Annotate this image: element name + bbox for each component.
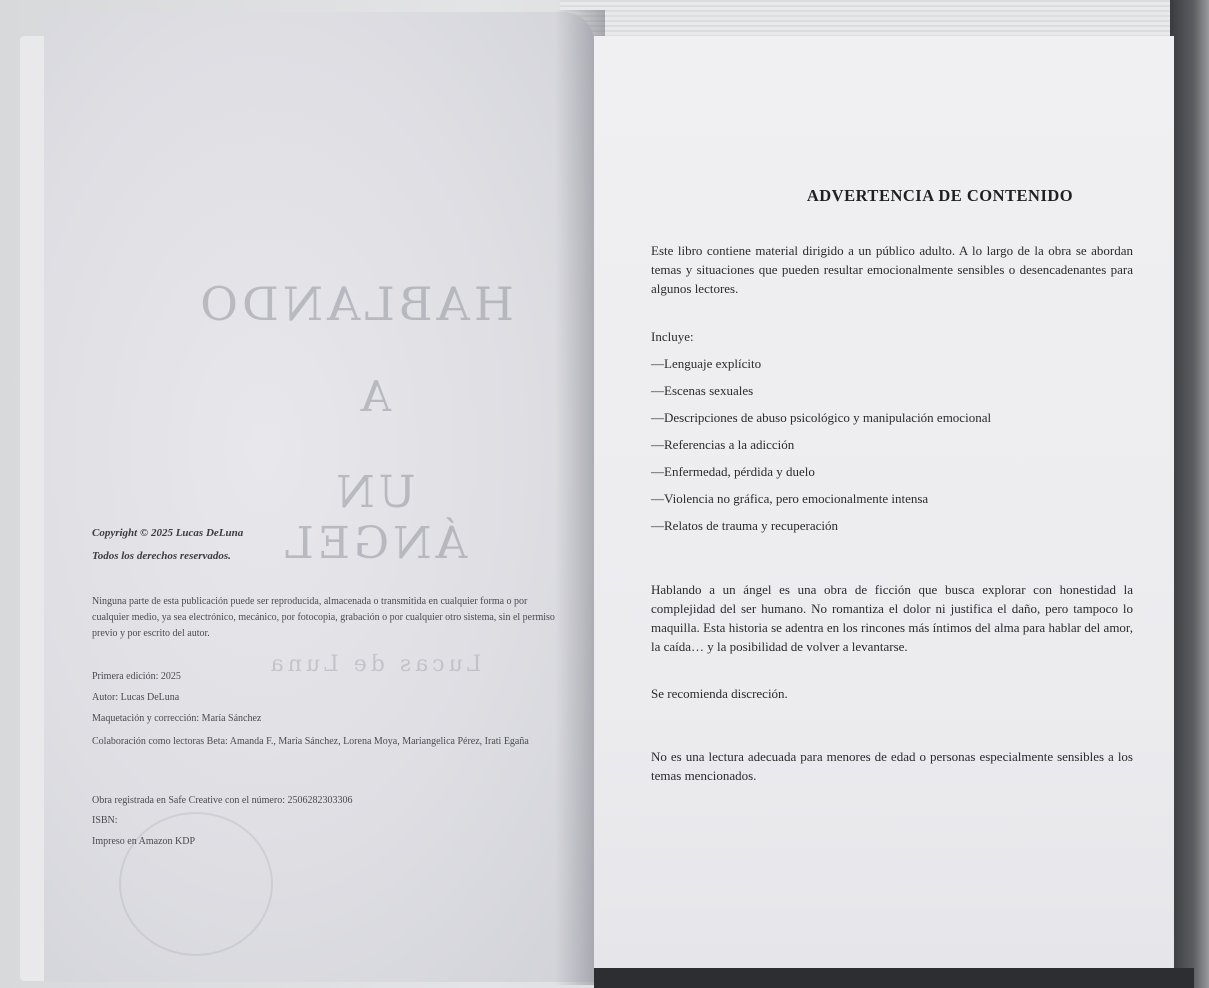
cover-showthrough-title-1: HABLANDO <box>196 277 514 331</box>
seal-showthrough <box>119 812 273 956</box>
registration-line: Obra registrada en Safe Creative con el número: 2506282303306 <box>92 795 353 806</box>
author-line: Autor: Lucas DeLuna <box>92 692 180 703</box>
layout-credit-line: Maquetación y corrección: María Sánchez <box>92 713 262 724</box>
edition-line: Primera edición: 2025 <box>92 671 181 682</box>
list-item: —Lenguaje explícito <box>651 356 762 371</box>
minors-paragraph: No es una lectura adecuada para menores de edad o personas especialmente sensibles a los temas mencionados. <box>651 749 1133 783</box>
includes-label: Incluye: <box>651 329 694 344</box>
rights-line: Todos los derechos reservados. <box>92 550 231 562</box>
copyright-page <box>44 12 594 982</box>
list-item: —Violencia no gráfica, pero emocionalmente intensa <box>651 491 929 506</box>
intro-paragraph: Este libro contiene material dirigido a un público adulto. A lo largo de la obra se abordan temas y situaciones que pueden resultar emocionalmente sensibles o desencadenantes para algunos lectores. <box>651 243 1133 296</box>
discretion-line: Se recomienda discreción. <box>651 686 788 701</box>
isbn-line: ISBN: <box>92 815 118 826</box>
book-bottom-edge <box>594 968 1194 988</box>
copyright-line: Copyright © 2025 Lucas DeLuna <box>92 527 244 539</box>
dark-edge <box>1170 0 1209 988</box>
list-item: —Enfermedad, pérdida y duelo <box>651 464 815 479</box>
list-item: —Relatos de trauma y recuperación <box>651 518 838 533</box>
list-item: —Descripciones de abuso psicológico y manipulación emocional <box>651 410 992 425</box>
cover-showthrough-author: Lucas de Luna <box>266 652 482 677</box>
wood-grain <box>560 0 1209 40</box>
beta-readers-line: Colaboración como lectoras Beta: Amanda F., María Sánchez, Lorena Moya, Mariangelica Pérez, Irati Egaña <box>92 736 529 747</box>
printed-line: Impreso en Amazon KDP <box>92 836 196 847</box>
list-item: —Referencias a la adicción <box>651 437 795 452</box>
cover-showthrough-title-3: UN ÁNGEL <box>280 467 468 569</box>
cover-showthrough-title-2: A <box>356 372 392 421</box>
fiction-paragraph: Hablando a un ángel es una obra de ficción que busca explorar con honestidad la complejidad del ser humano. No romantiza el dolor ni justifica el daño, pero tampoco lo maquilla. Esta historia se adentra en los rincones más íntimos del alma para hablar del amor, la caída… y la posibilidad de volver a levantarse. <box>651 582 1133 654</box>
legal-notice: Ninguna parte de esta publicación puede ser reproducida, almacenada o transmitida en cualquier forma o por cualquier medio, ya sea electrónico, mecánico, por fotocopia, grabación o por cualquier otro sistema, sin el permiso previo y por escrito del autor. <box>92 596 555 639</box>
page-title: ADVERTENCIA DE CONTENIDO <box>806 186 1074 205</box>
warning-list <box>651 356 991 545</box>
content-warning-page <box>594 36 1174 971</box>
list-item: —Escenas sexuales <box>651 383 754 398</box>
